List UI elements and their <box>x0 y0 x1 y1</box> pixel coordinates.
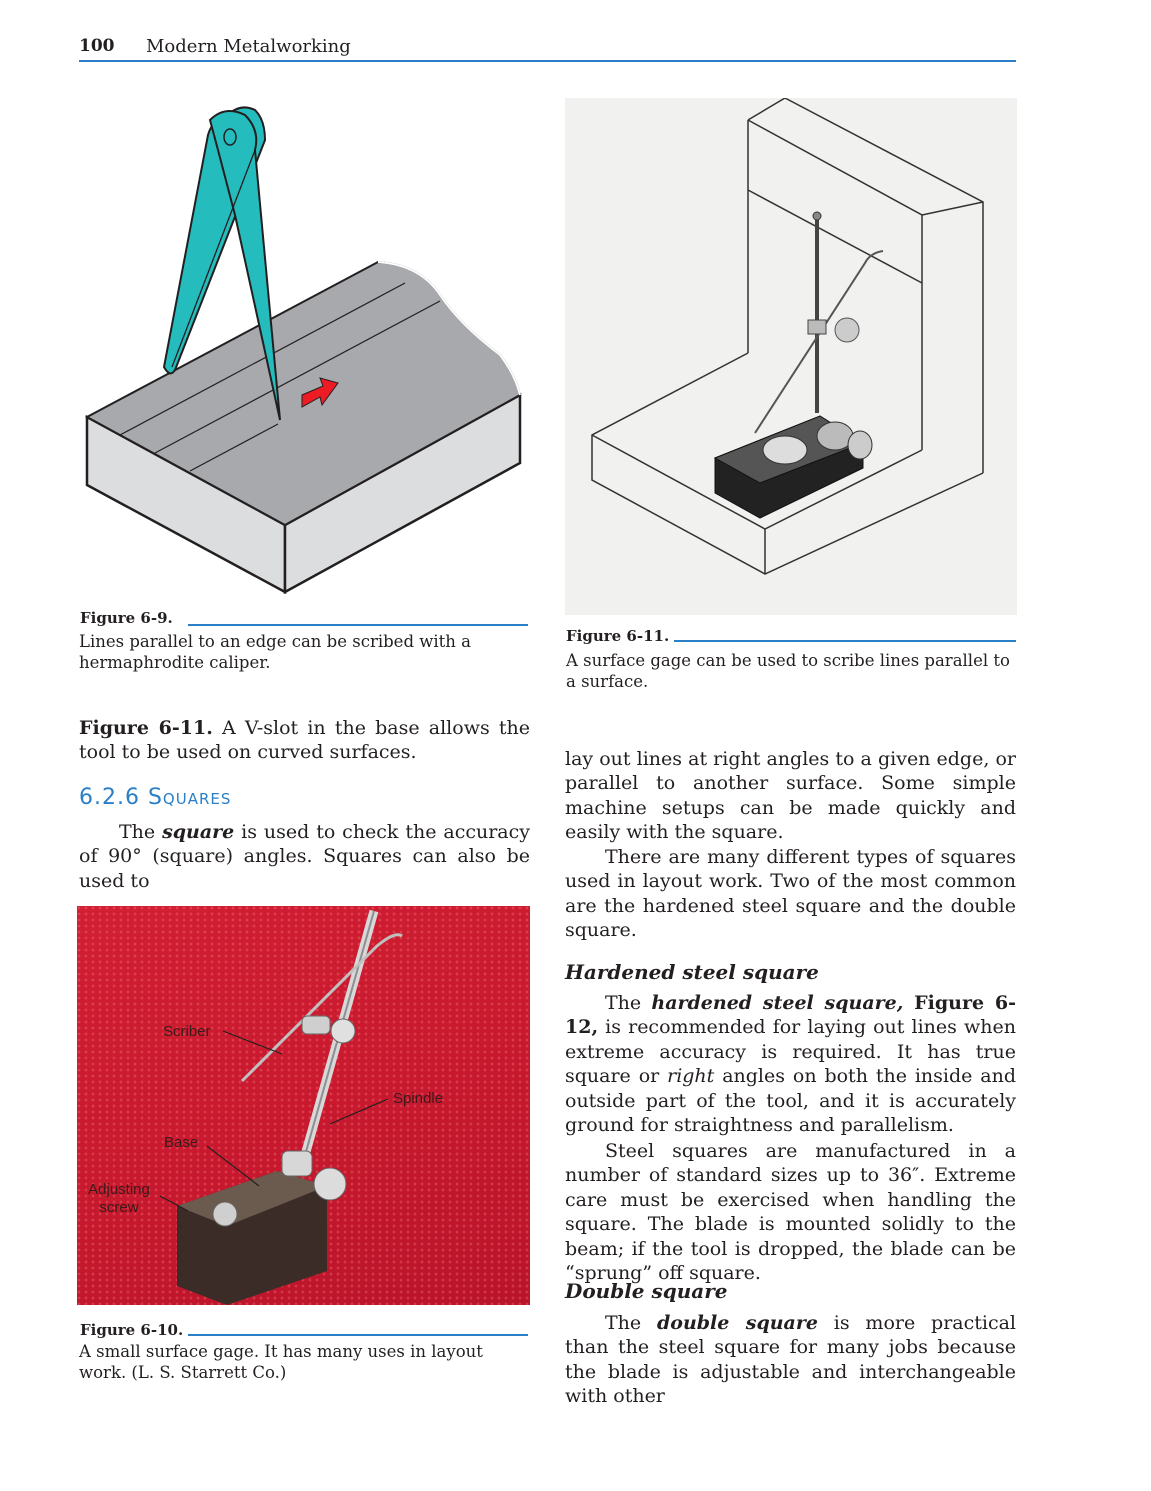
types-paragraph: There are many different types of squares used in layout work. Two of the most common are the hardened steel square and the double square. <box>565 846 1016 942</box>
hardened-paragraph-1: The hardened steel square, Figure 6-12, is recommended for laying out lines when extreme accuracy is required. It has true square or right angles on both the inside and outside part of the tool, and it is accurately ground for straightness and parallelism. <box>565 992 1016 1137</box>
figure-6-9-illustration <box>80 95 530 600</box>
figure-6-9-caption: Lines parallel to an edge can be scribed with a hermaphrodite caliper. <box>79 632 471 672</box>
term-double-square: double square <box>656 1312 818 1334</box>
figure-6-10-label: Figure 6-10. <box>80 1321 184 1339</box>
figure-6-10-caption: A small surface gage. It has many uses in layout work. (L. S. Starrett Co.) <box>79 1342 483 1382</box>
callout-scriber: Scriber <box>163 1023 211 1040</box>
section-heading-squares: 6.2.6 Squares <box>79 785 232 810</box>
book-title: Modern Metalworking <box>146 36 351 57</box>
figure-6-9-rule <box>188 624 528 626</box>
term-hardened-steel-square: hardened steel square, <box>651 992 904 1014</box>
page-number: 100 <box>79 36 115 56</box>
figure-6-11-caption: A surface gage can be used to scribe lines parallel to a surface. <box>566 651 1010 691</box>
squares-intro-paragraph: The square is used to check the accuracy of 90° (square) angles. Squares can also be used to <box>79 821 530 892</box>
figure-6-9-label: Figure 6-9. <box>80 609 173 627</box>
figure-6-11-rule <box>674 640 1016 642</box>
figure-6-10-photo <box>77 906 530 1305</box>
running-head <box>79 34 1016 62</box>
callout-base: Base <box>164 1134 199 1151</box>
subheading-double-square: Double square <box>565 1279 728 1303</box>
hardened-paragraph-2: Steel squares are manufactured in a number of standard sizes up to 36″. Extreme care must be exercised when handling the square. The blade is mounted solidly to the beam; if the tool is dropped, the blade can be “sprung” off square. <box>565 1140 1016 1285</box>
figure-6-11-note: Figure 6-11. A V-slot in the base allows the tool to be used on curved surfaces. <box>79 717 530 764</box>
figure-6-10-rule <box>188 1334 528 1336</box>
continued-paragraph: lay out lines at right angles to a given edge, or parallel to another surface. Some simple machine setups can be made quickly and easily with the square. <box>565 748 1016 844</box>
term-square: square <box>162 821 235 843</box>
figure-6-11-label: Figure 6-11. <box>566 627 670 645</box>
callout-adjusting-screw: Adjusting screw <box>88 1181 150 1216</box>
subheading-hardened-steel-square: Hardened steel square <box>565 960 819 984</box>
callout-spindle: Spindle <box>393 1090 444 1107</box>
figure-ref: Figure 6-11. <box>79 717 213 739</box>
double-square-paragraph: The double square is more practical than the steel square for many jobs because the blade is adjustable and interchangeable with other <box>565 1312 1016 1408</box>
figure-ref-6-12: Figure 6-12, <box>565 992 1016 1039</box>
figure-6-11-illustration <box>565 98 1017 615</box>
